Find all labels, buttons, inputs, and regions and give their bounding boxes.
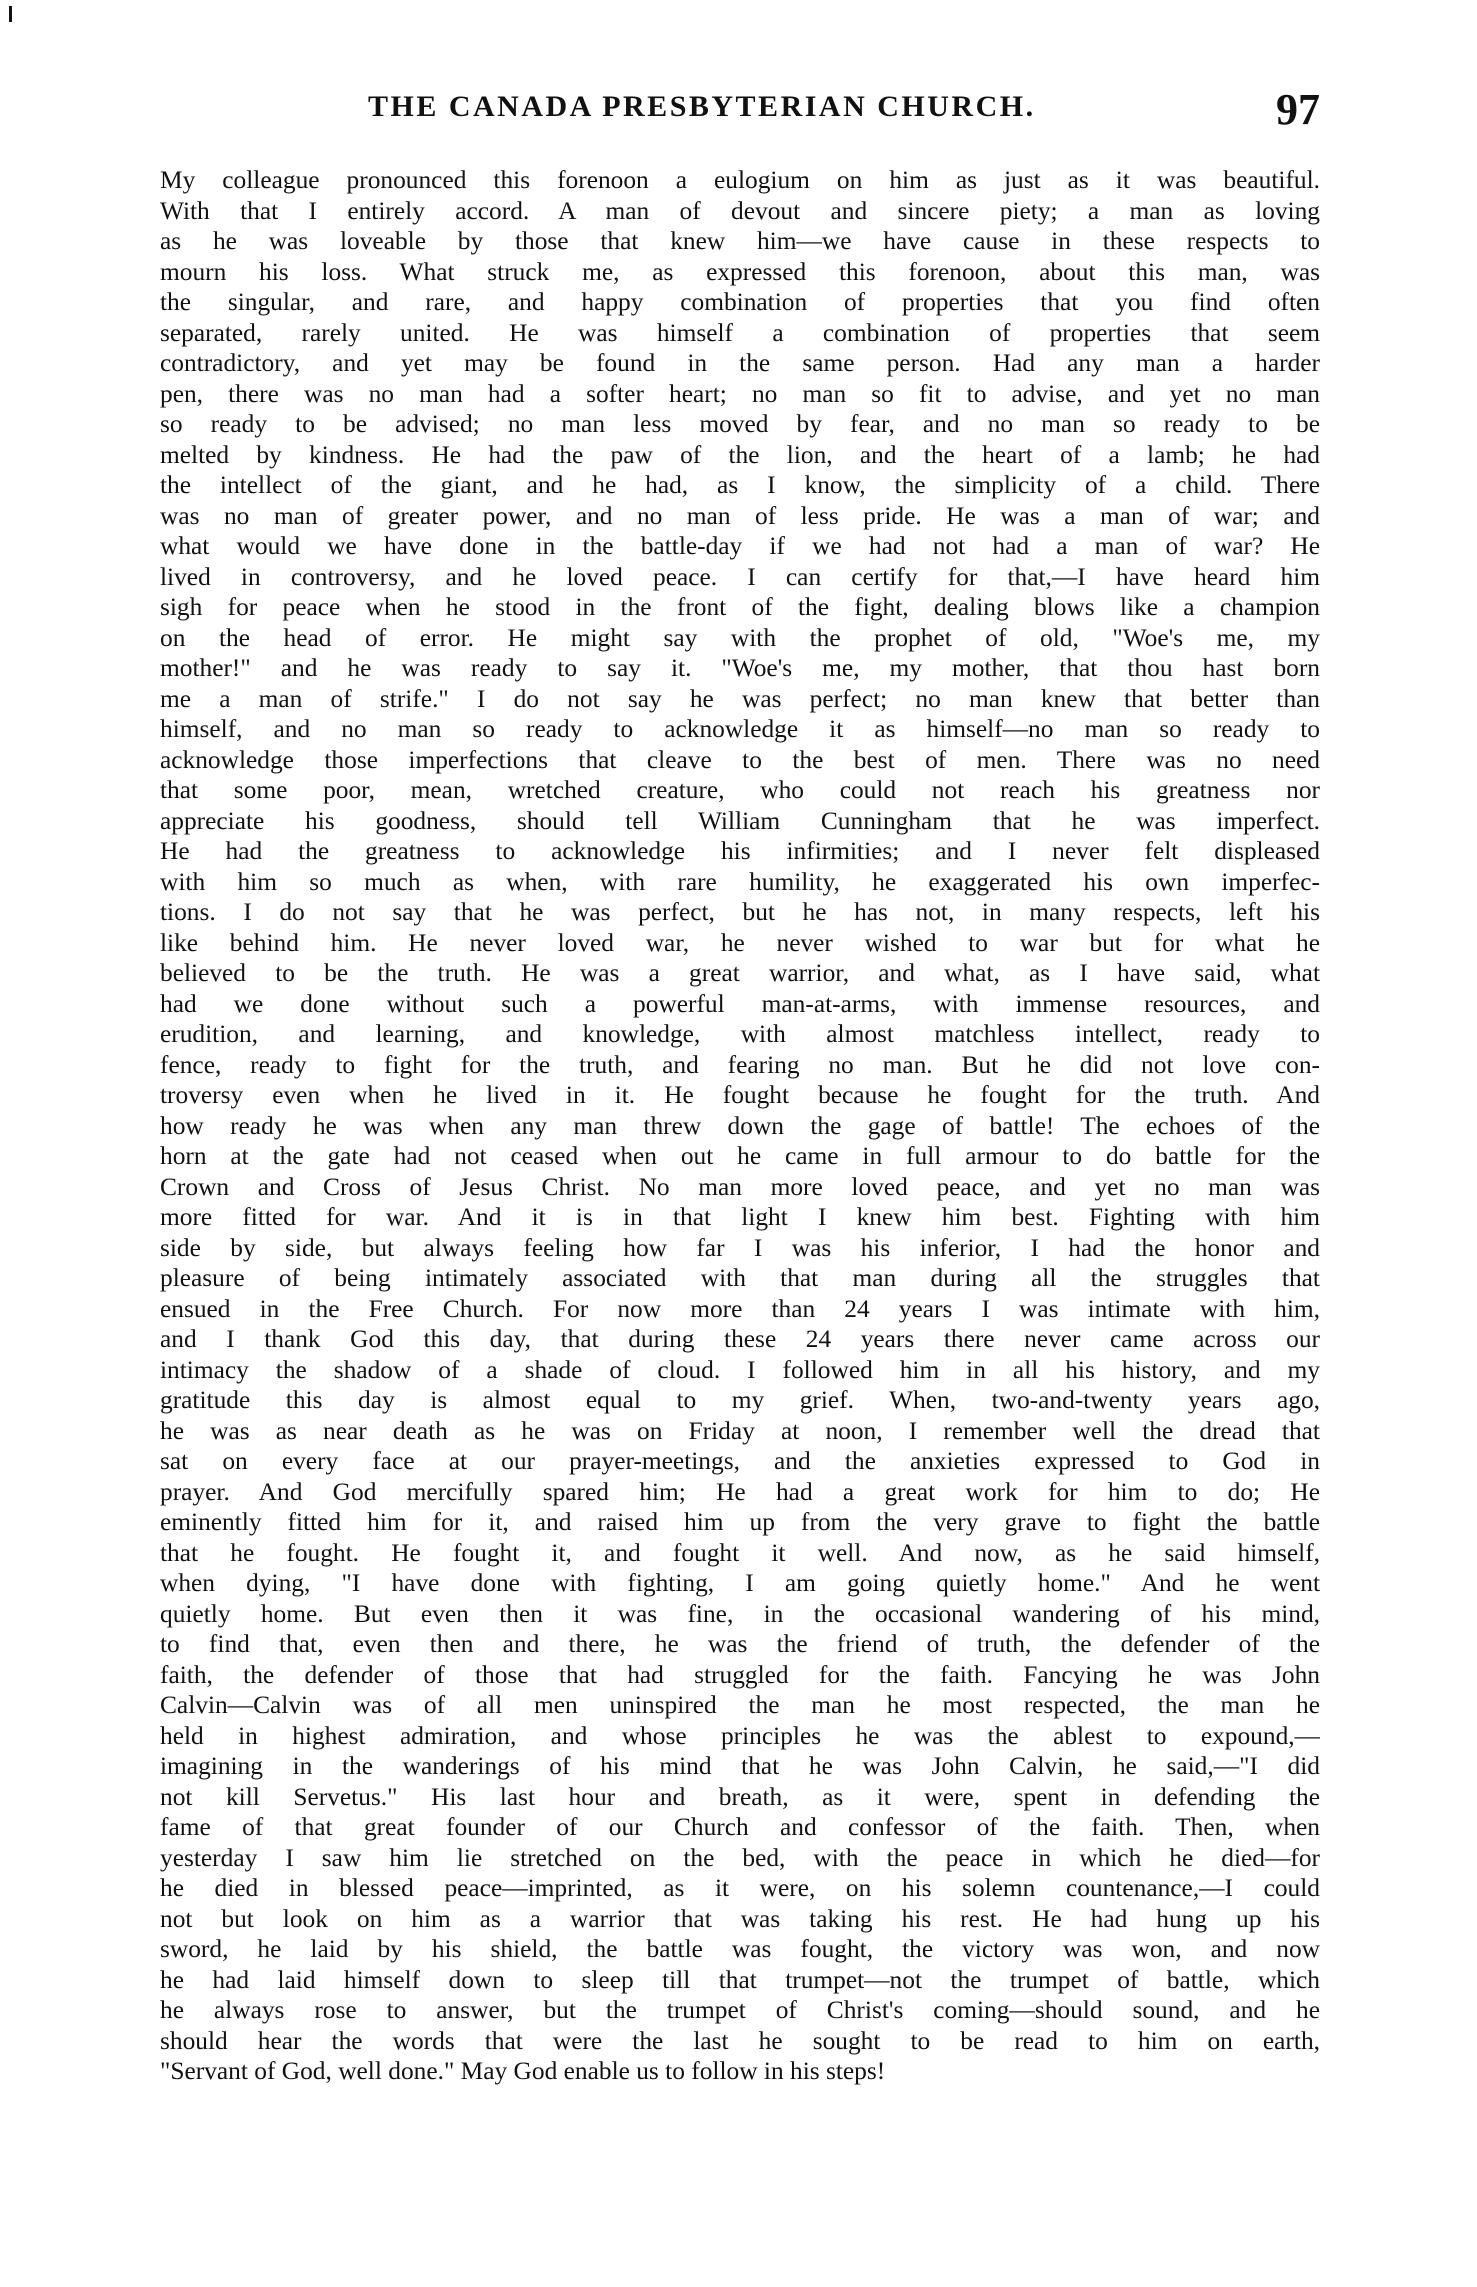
text-line: more fitted for war. And it is in that light I knew him best. Fighting with him bbox=[160, 1203, 1320, 1231]
text-line: should hear the words that were the last he sought to be read to him on earth, bbox=[160, 2026, 1320, 2055]
text-line: how ready he was when any man threw down the gage of battle! The echoes of the bbox=[160, 1111, 1320, 1140]
text-line: yesterday I saw him lie stretched on the bed, with the peace in which he died—for bbox=[160, 1843, 1320, 1872]
text-line: so ready to be advised; no man less moved by fear, and no man so ready to be bbox=[160, 410, 1320, 438]
text-line: was no man of greater power, and no man of less pride. He was a man of war; and bbox=[160, 501, 1320, 530]
text-line: sat on every face at our prayer-meetings, and the anxieties expressed to God in bbox=[160, 1447, 1320, 1475]
text-line: himself, and no man so ready to acknowledge it as himself—no man so ready to bbox=[160, 715, 1320, 743]
text-line: the intellect of the giant, and he had, as I know, the simplicity of a child. There bbox=[160, 471, 1320, 499]
text-line: lived in controversy, and he loved peace. I can certify for that,—I have heard him bbox=[160, 562, 1320, 591]
text-line: mourn his loss. What struck me, as expressed this forenoon, about this man, was bbox=[160, 257, 1320, 286]
text-line: what would we have done in the battle-day if we had not had a man of war? He bbox=[160, 532, 1320, 560]
text-line: ensued in the Free Church. For now more than 24 years I was intimate with him, bbox=[160, 1294, 1320, 1323]
text-line: he was as near death as he was on Friday at noon, I remember well the dread that bbox=[160, 1416, 1320, 1445]
text-line: me a man of strife." I do not say he was perfect; no man knew that better than bbox=[160, 684, 1320, 713]
text-line: with him so much as when, with rare humility, he exaggerated his own imperfec- bbox=[160, 867, 1320, 896]
text-line: when dying, "I have done with fighting, I am going quietly home." And he went bbox=[160, 1569, 1320, 1597]
text-line: horn at the gate had not ceased when out he came in full armour to do battle for the bbox=[160, 1142, 1320, 1170]
body-text bbox=[160, 165, 1320, 2087]
text-line: held in highest admiration, and whose principles he was the ablest to expound,— bbox=[160, 1721, 1320, 1750]
text-line: eminently fitted him for it, and raised him up from the very grave to fight the battle bbox=[160, 1508, 1320, 1536]
text-line: separated, rarely united. He was himself a combination of properties that seem bbox=[160, 318, 1320, 347]
text-line: pen, there was no man had a softer heart; no man so fit to advise, and yet no man bbox=[160, 379, 1320, 408]
text-line: as he was loveable by those that knew him—we have cause in these respects to bbox=[160, 227, 1320, 255]
text-line: My colleague pronounced this forenoon a eulogium on him as just as it was beautiful. bbox=[160, 166, 1320, 194]
text-line: to find that, even then and there, he was the friend of truth, the defender of the bbox=[160, 1630, 1320, 1658]
text-line: he had laid himself down to sleep till that trumpet—not the trumpet of battle, which bbox=[160, 1965, 1320, 1994]
text-line: Crown and Cross of Jesus Christ. No man more loved peace, and yet no man was bbox=[160, 1172, 1320, 1201]
text-line: intimacy the shadow of a shade of cloud. I followed him in all his history, and my bbox=[160, 1355, 1320, 1384]
running-title: THE CANADA PRESBYTERIAN CHURCH. bbox=[368, 90, 1036, 123]
margin-mark bbox=[9, 6, 12, 22]
text-line: sigh for peace when he stood in the front of the fight, dealing blows like a champion bbox=[160, 593, 1320, 621]
text-line: not but look on him as a warrior that was taking his rest. He had hung up his bbox=[160, 1904, 1320, 1933]
text-line: With that I entirely accord. A man of devout and sincere piety; a man as loving bbox=[160, 196, 1320, 225]
text-line: melted by kindness. He had the paw of the lion, and the heart of a lamb; he had bbox=[160, 440, 1320, 469]
text-line: faith, the defender of those that had struggled for the faith. Fancying he was John bbox=[160, 1660, 1320, 1689]
text-line: contradictory, and yet may be found in the same person. Had any man a harder bbox=[160, 349, 1320, 377]
text-line: like behind him. He never loved war, he never wished to war but for what he bbox=[160, 928, 1320, 957]
text-line: he died in blessed peace—imprinted, as it were, on his solemn countenance,—I could bbox=[160, 1874, 1320, 1902]
text-line: side by side, but always feeling how far I was his inferior, I had the honor and bbox=[160, 1233, 1320, 1262]
text-line: on the head of error. He might say with the prophet of old, "Woe's me, my bbox=[160, 623, 1320, 652]
text-line: believed to be the truth. He was a great warrior, and what, as I have said, what bbox=[160, 959, 1320, 987]
text-line: troversy even when he lived in it. He fought because he fought for the truth. And bbox=[160, 1081, 1320, 1109]
text-line: that some poor, mean, wretched creature, who could not reach his greatness nor bbox=[160, 776, 1320, 804]
text-line: had we done without such a powerful man-at-arms, with immense resources, and bbox=[160, 989, 1320, 1018]
text-line: gratitude this day is almost equal to my grief. When, two-and-twenty years ago, bbox=[160, 1386, 1320, 1414]
running-head bbox=[160, 85, 1320, 148]
text-line: he always rose to answer, but the trumpet of Christ's coming—should sound, and he bbox=[160, 1996, 1320, 2024]
text-line: fame of that great founder of our Church and confessor of the faith. Then, when bbox=[160, 1813, 1320, 1841]
text-line: fence, ready to fight for the truth, and fearing no man. But he did not love con- bbox=[160, 1050, 1320, 1079]
text-line: sword, he laid by his shield, the battle was fought, the victory was won, and now bbox=[160, 1935, 1320, 1963]
page-number: 97 bbox=[1276, 85, 1320, 134]
text-line: imagining in the wanderings of his mind that he was John Calvin, he said,—"I did bbox=[160, 1752, 1320, 1780]
text-line: not kill Servetus." His last hour and breath, as it were, spent in defending the bbox=[160, 1782, 1320, 1811]
text-line: He had the greatness to acknowledge his infirmities; and I never felt displeased bbox=[160, 837, 1320, 865]
text-line: "Servant of God, well done." May God enable us to follow in his steps! bbox=[160, 2057, 886, 2085]
text-line: erudition, and learning, and knowledge, with almost matchless intellect, ready to bbox=[160, 1020, 1320, 1048]
text-line: the singular, and rare, and happy combination of properties that you find often bbox=[160, 288, 1320, 316]
text-line: acknowledge those imperfections that cleave to the best of men. There was no need bbox=[160, 745, 1320, 774]
text-line: pleasure of being intimately associated with that man during all the struggles that bbox=[160, 1264, 1320, 1292]
text-line: appreciate his goodness, should tell William Cunningham that he was imperfect. bbox=[160, 806, 1320, 835]
text-line: and I thank God this day, that during these 24 years there never came across our bbox=[160, 1325, 1320, 1353]
text-line: tions. I do not say that he was perfect, but he has not, in many respects, left his bbox=[160, 898, 1320, 926]
text-line: that he fought. He fought it, and fought it well. And now, as he said himself, bbox=[160, 1538, 1320, 1567]
text-line: mother!" and he was ready to say it. "Woe's me, my mother, that thou hast born bbox=[160, 654, 1320, 682]
text-line: Calvin—Calvin was of all men uninspired the man he most respected, the man he bbox=[160, 1691, 1320, 1719]
text-line: prayer. And God mercifully spared him; He had a great work for him to do; He bbox=[160, 1477, 1320, 1506]
text-line: quietly home. But even then it was fine, in the occasional wandering of his mind, bbox=[160, 1599, 1320, 1628]
